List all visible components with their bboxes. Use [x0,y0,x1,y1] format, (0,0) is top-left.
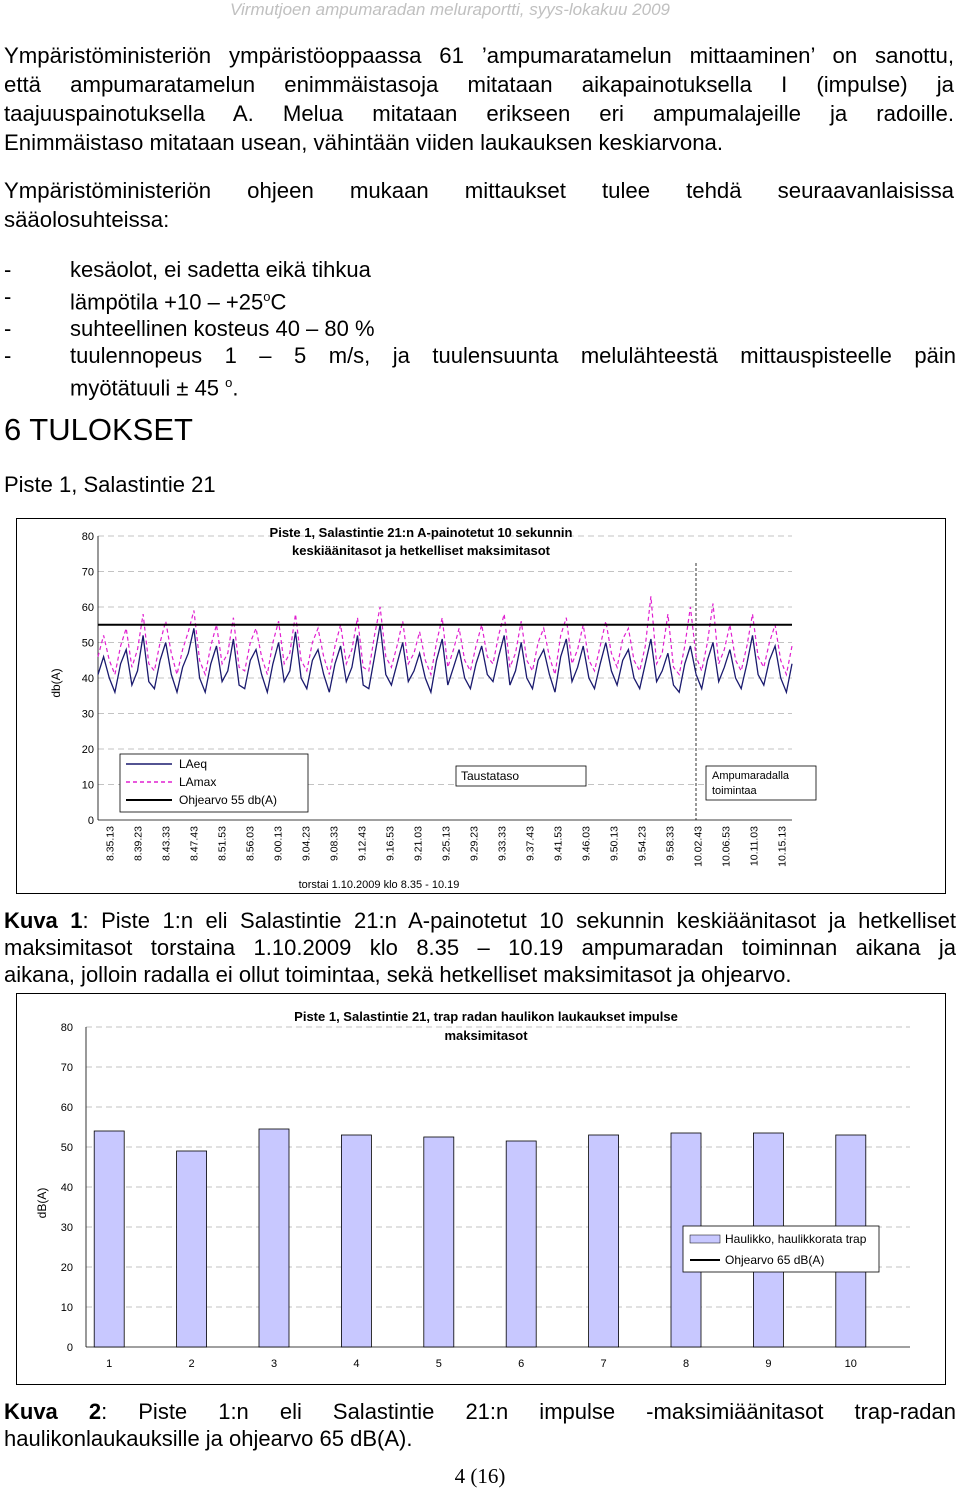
y-tick-label: 70 [81,566,94,579]
legend-label: Ohjearvo 55 db(A) [179,793,278,807]
x-tick-label: 9.46.03 [580,826,593,862]
x-tick-label: 8.56.03 [244,826,257,862]
legend-label: Ohjearvo 65 dB(A) [725,1253,825,1267]
x-tick-label: 8 [682,1358,690,1370]
x-tick-label: 4 [353,1358,360,1370]
x-tick-label: 8.39.23 [132,826,145,862]
x-tick-label: 1 [106,1358,113,1370]
x-tick-label: 8.47.43 [188,826,201,862]
chart-frame [17,519,946,894]
y-tick-label: 40 [60,1182,73,1194]
y-tick-labels [61,1022,73,1354]
y-axis-label: db(A) [49,668,63,698]
conditions-list [4,256,956,402]
x-tick-label: 9.50.13 [608,826,621,862]
intro-line: Ympäristöministeriön ympäristöoppaassa 61 ’ampumaratamelun mittaaminen’ on sanottu, [4,43,954,68]
x-tick-label: 8.35.13 [104,826,117,862]
annotation-activity: Ampumaradalla [712,770,790,782]
x-tick-label: 9.04.23 [300,826,313,862]
figure-caption-1: Kuva 1: Piste 1:n eli Salastintie 21:n A-painotetut 10 sekunnin keskiäänitasot ja hetkelliset maksimitasot torstaina 1.10.2009 klo 8.35 – 10.19 ampumaradan toiminnan aikana ja aikana, jolloin radalla ei ollut toimintaa, sekä hetkelliset maksimitasot ja ohjearvo. [4,908,956,987]
x-tick-label: 10.06.53 [720,826,733,867]
x-tick-label: 9.08.33 [328,826,341,862]
x-tick-label: 10.15.13 [776,826,789,867]
x-tick-label: 9.16.53 [384,826,397,862]
x-tick-label: 2 [188,1358,195,1370]
y-axis-label: dB(A) [35,1187,49,1219]
y-tick-label: 50 [60,1142,73,1154]
x-tick-label: 9.54.23 [636,826,649,862]
chart-title-line: maksimitasot [444,1028,528,1043]
intro-line: että ampumaratamelun enimmäistasoja mitataan aikapainotuksella I (impulse) ja [4,72,954,97]
caption-label: Kuva 1 [4,908,83,933]
list-item: - kesäolot, ei sadetta eikä tihkua [4,257,371,282]
x-tick-label: 10 [844,1358,857,1370]
y-tick-label: 20 [60,1262,73,1274]
legend-label: LAeq [179,757,208,771]
x-tick-label: 3 [270,1358,278,1370]
caption-label: Kuva 2 [4,1399,102,1424]
legend-label: LAmax [179,775,217,789]
chart-title-line: Piste 1, Salastintie 21:n A-painotetut 10 sekunnin [269,525,573,540]
y-tick-label: 60 [81,602,94,614]
bar [177,1151,207,1347]
x-tick-label: 9.37.43 [524,826,537,862]
x-tick-label: 5 [435,1358,442,1370]
bar [341,1135,371,1347]
chart-frame [17,994,946,1385]
y-tick-label: 80 [60,1022,73,1034]
x-tick-label: 9.33.33 [496,826,509,862]
y-tick-label: 0 [87,815,94,827]
list-item: - lämpötila $+10 - +25^oC$ [4,284,287,315]
y-tick-label: 20 [81,744,94,756]
page-header: Virmutjoen ampumaradan meluraportti, syys-lokakuu 2009 [230,0,671,19]
x-tick-label: 9.00.13 [272,826,285,862]
annotation-background: Taustataso [461,769,520,783]
y-tick-label: 30 [81,708,94,721]
y-tick-label: 40 [81,673,94,685]
bar [424,1137,454,1347]
x-tick-label: 9.58.33 [664,826,677,862]
figure-caption-2: Kuva 2: Piste 1:n eli Salastintie 21:n impulse -maksimiäänitasot trap-radan haulikonlaukauksille ja ohjearvo 65 dB(A). [4,1399,956,1451]
x-tick-label: 7 [600,1358,607,1370]
chart-legend [683,1226,879,1272]
chart-trap-impulse [16,993,946,1385]
y-tick-labels [82,531,94,827]
y-tick-label: 50 [81,637,94,650]
x-tick-label: 9 [765,1358,772,1370]
bar [259,1129,289,1347]
y-tick-label: 60 [60,1102,73,1114]
y-tick-label: 70 [60,1062,73,1074]
intro-paragraph [4,41,954,157]
x-tick-label: 9.25.13 [440,826,453,862]
chart-legend [120,754,308,812]
y-tick-label: 0 [66,1342,73,1354]
chart-title-line: keskiäänitasot ja hetkelliset maksimitasot [292,543,550,558]
x-tick-label: 9.12.43 [356,826,369,862]
section-heading: 6 TULOKSET [4,412,193,447]
list-item: - suhteellinen kosteus 40 – 80 % [4,316,375,342]
x-axis-label: torstai 1.10.2009 klo 8.35 - 10.19 [298,879,460,891]
x-tick-label: 10.02.43 [692,826,705,867]
x-tick-label: 10.11.03 [748,826,761,867]
intro-line: taajuuspainotuksella A. Melua mitataan erikseen eri ampumalajeille ja radoille. [4,101,954,126]
conditions-line: Ympäristöministeriön ohjeen mukaan mittaukset tulee tehdä seuraavanlaisissa [4,178,954,203]
legend-swatch-bar [690,1235,720,1243]
bar [589,1135,619,1347]
bar [94,1131,124,1347]
x-tick-label: 8.43.33 [160,826,173,862]
y-tick-label: 80 [81,531,94,543]
x-tick-label: 6 [518,1358,525,1370]
x-tick-label: 9.41.53 [552,826,565,862]
list-item: - tuulennopeus 1 – 5 m/s, ja tuulensuunta melulähteestä mittauspisteelle päin [4,343,956,369]
conditions-line: sääolosuhteissa: [4,207,170,232]
conditions-paragraph [4,176,954,234]
chart-laeq-lamax [16,518,946,894]
x-tick-label: 8.51.53 [216,826,229,862]
y-tick-label: 10 [81,779,94,792]
x-tick-label: 9.21.03 [412,826,425,862]
annotation-activity: toimintaa [712,785,757,797]
legend-label: Haulikko, haulikkorata trap [725,1232,867,1246]
intro-line: Enimmäistaso mitataan usean, vähintään viiden laukauksen keskiarvona. [4,130,724,155]
chart-title-line: Piste 1, Salastintie 21, trap radan haulikon laukaukset impulse [294,1009,678,1024]
y-tick-label: 10 [60,1302,73,1314]
x-tick-label: 9.29.23 [468,826,481,862]
page-number: 4 (16) [454,1464,506,1488]
y-tick-label: 30 [60,1222,73,1234]
subsection-heading: Piste 1, Salastintie 21 [4,472,216,497]
list-item-continued: myötätuuli ± 45 $^o$. [70,375,239,401]
bar [506,1141,536,1347]
